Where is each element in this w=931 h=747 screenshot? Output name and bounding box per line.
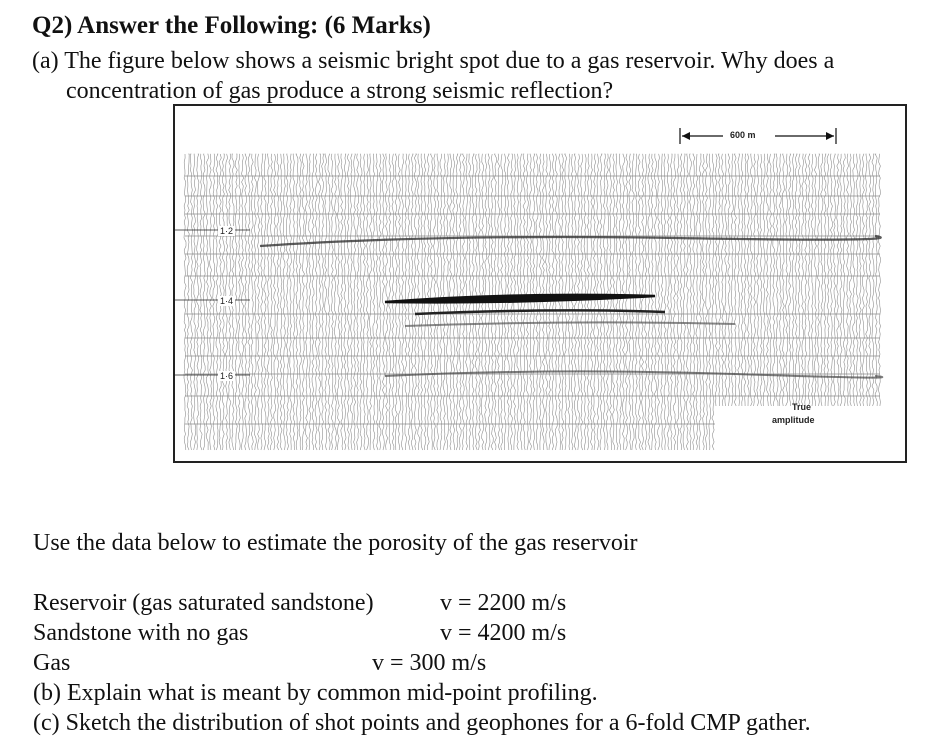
seismic-trace <box>738 154 740 406</box>
seismic-trace <box>782 154 784 406</box>
seismic-trace <box>805 154 807 406</box>
seismic-trace <box>690 154 692 450</box>
seismic-trace <box>549 154 551 450</box>
seismic-trace <box>757 154 759 406</box>
seismic-trace <box>357 154 359 450</box>
seismic-trace <box>632 154 634 450</box>
seismic-trace <box>725 154 727 406</box>
seismic-trace <box>638 154 640 450</box>
seismic-trace <box>354 154 356 450</box>
seismic-trace <box>853 154 855 406</box>
seismic-trace <box>587 154 589 450</box>
seismic-trace <box>331 154 333 450</box>
seismic-trace <box>875 154 877 406</box>
seismic-trace <box>798 154 800 406</box>
time-label-1-2: 1·2 <box>220 226 234 236</box>
seismic-trace <box>376 154 378 450</box>
seismic-trace <box>635 154 637 450</box>
seismic-trace <box>597 154 599 450</box>
seismic-trace <box>680 154 682 450</box>
seismic-trace <box>578 154 580 450</box>
seismic-trace <box>203 154 205 450</box>
seismic-trace <box>322 154 324 450</box>
part-c: (c) Sketch the distribution of shot points and geophones for a 6-fold CMP gather. <box>33 710 811 736</box>
seismic-trace <box>328 154 330 450</box>
seismic-trace <box>664 154 666 450</box>
seismic-trace <box>808 154 810 406</box>
seismic-trace <box>309 154 311 450</box>
seismic-trace <box>574 154 576 450</box>
seismic-trace <box>238 154 240 450</box>
seismic-trace <box>299 154 301 450</box>
seismic-trace <box>338 154 340 450</box>
scale-arrow-left <box>682 132 690 140</box>
seismic-trace <box>792 154 794 406</box>
seismic-trace <box>194 154 196 450</box>
seismic-trace <box>610 154 612 450</box>
true-amplitude-label-1: True <box>792 402 812 412</box>
seismic-trace <box>779 154 781 406</box>
seismic-trace <box>878 154 880 406</box>
seismic-trace <box>293 154 295 450</box>
seismic-trace <box>744 154 746 406</box>
seismic-trace <box>619 154 621 450</box>
seismic-trace <box>648 154 650 450</box>
seismic-trace <box>277 154 279 450</box>
seismic-trace <box>286 154 288 450</box>
seismic-trace <box>552 154 554 450</box>
seismic-trace <box>814 154 816 406</box>
seismic-trace <box>667 154 669 450</box>
seismic-trace <box>856 154 858 406</box>
seismic-trace <box>859 154 861 406</box>
part-b: (b) Explain what is meant by common mid-point profiling. <box>33 680 598 706</box>
seismic-trace <box>802 154 804 406</box>
seismic-trace <box>373 154 375 450</box>
seismic-trace <box>245 154 247 450</box>
seismic-trace <box>821 154 823 406</box>
velocity-sandstone: v = 4200 m/s <box>440 620 567 646</box>
medium-reservoir: Reservoir (gas saturated sandstone) <box>33 590 374 616</box>
seismic-trace <box>760 154 762 406</box>
seismic-trace <box>558 154 560 450</box>
seismic-trace <box>699 154 701 450</box>
seismic-trace <box>562 154 564 450</box>
seismic-trace <box>334 154 336 450</box>
seismic-trace <box>651 154 653 450</box>
seismic-trace <box>670 154 672 450</box>
seismic-trace <box>296 154 298 450</box>
seismic-trace <box>709 154 711 450</box>
scale-label: 600 m <box>730 130 756 140</box>
seismic-trace <box>747 154 749 406</box>
seismic-trace <box>600 154 602 450</box>
seismic-trace <box>251 154 253 450</box>
seismic-trace <box>706 154 708 450</box>
seismic-trace <box>274 154 276 450</box>
seismic-trace <box>645 154 647 450</box>
seismic-trace <box>862 154 864 406</box>
seismic-trace <box>590 154 592 450</box>
seismic-trace <box>750 154 752 406</box>
seismic-trace <box>190 154 192 450</box>
seismic-trace <box>718 154 720 406</box>
seismic-trace <box>350 154 352 450</box>
seismic-trace <box>824 154 826 406</box>
seismic-trace <box>846 154 848 406</box>
seismic-trace <box>270 154 272 450</box>
seismic-trace <box>344 154 346 450</box>
seismic-trace <box>280 154 282 450</box>
seismic-trace <box>818 154 820 406</box>
seismic-trace <box>795 154 797 406</box>
seismic-trace <box>872 154 874 406</box>
seismic-trace <box>197 154 199 450</box>
seismic-trace <box>613 154 615 450</box>
seismic-trace <box>347 154 349 450</box>
seismic-trace <box>834 154 836 406</box>
seismic-trace <box>581 154 583 450</box>
seismic-trace <box>283 154 285 450</box>
seismic-trace <box>379 154 381 450</box>
seismic-trace <box>267 154 269 450</box>
seismic-trace <box>728 154 730 406</box>
velocity-reservoir: v = 2200 m/s <box>440 590 567 616</box>
medium-gas: Gas <box>33 650 71 676</box>
seismic-trace <box>722 154 724 406</box>
question-heading: Q2) Answer the Following: (6 Marks) <box>32 12 431 39</box>
seismic-trace <box>773 154 775 406</box>
medium-sandstone: Sandstone with no gas <box>33 620 249 646</box>
seismic-trace <box>866 154 868 406</box>
seismic-trace <box>734 154 736 406</box>
seismic-trace <box>584 154 586 450</box>
seismic-trace <box>248 154 250 450</box>
seismic-trace <box>840 154 842 406</box>
seismic-trace <box>200 154 202 450</box>
seismic-trace <box>254 154 256 450</box>
seismic-trace <box>318 154 320 450</box>
seismic-trace <box>654 154 656 450</box>
seismic-trace <box>715 154 717 406</box>
seismic-trace <box>766 154 768 406</box>
seismic-trace <box>606 154 608 450</box>
seismic-trace <box>565 154 567 450</box>
seismic-trace <box>843 154 845 406</box>
seismic-trace <box>312 154 314 450</box>
seismic-trace <box>616 154 618 450</box>
porosity-instructions: Use the data below to estimate the porosity of the gas reservoir <box>33 530 638 556</box>
seismic-trace <box>258 154 260 450</box>
seismic-trace <box>341 154 343 450</box>
reflection-event-lower <box>385 371 882 377</box>
seismic-bright-spot-figure <box>173 104 907 463</box>
seismic-trace <box>786 154 788 406</box>
seismic-trace <box>603 154 605 450</box>
seismic-trace <box>242 154 244 450</box>
seismic-trace <box>741 154 743 406</box>
seismic-trace <box>712 154 714 450</box>
seismic-trace <box>827 154 829 406</box>
seismic-trace <box>213 154 215 450</box>
seismic-trace <box>731 154 733 406</box>
seismic-trace <box>290 154 292 450</box>
true-amplitude-label-2: amplitude <box>772 415 815 425</box>
seismic-trace <box>696 154 698 450</box>
seismic-trace <box>677 154 679 450</box>
seismic-trace <box>315 154 317 450</box>
part-a-line-2: concentration of gas produce a strong seismic reflection? <box>66 78 614 104</box>
seismic-trace <box>206 154 208 450</box>
seismic-trace <box>702 154 704 450</box>
seismic-trace <box>686 154 688 450</box>
seismic-trace <box>325 154 327 450</box>
seismic-trace <box>763 154 765 406</box>
scale-arrow-right <box>826 132 834 140</box>
part-a-line-1: (a) The figure below shows a seismic bright spot due to a gas reservoir. Why does a <box>32 48 835 74</box>
time-label-1-6: 1·6 <box>220 371 234 381</box>
seismic-trace <box>674 154 676 450</box>
seismic-trace <box>210 154 212 450</box>
seismic-trace <box>693 154 695 450</box>
seismic-trace <box>869 154 871 406</box>
seismic-trace <box>360 154 362 450</box>
seismic-trace <box>571 154 573 450</box>
seismic-trace <box>754 154 756 406</box>
seismic-trace <box>302 154 304 450</box>
seismic-trace <box>370 154 372 450</box>
seismic-trace <box>363 154 365 450</box>
seismic-trace <box>642 154 644 450</box>
seismic-trace <box>366 154 368 450</box>
seismic-trace <box>776 154 778 406</box>
seismic-trace <box>837 154 839 406</box>
seismic-trace <box>264 154 266 450</box>
seismic-trace <box>770 154 772 406</box>
seismic-trace <box>235 154 237 450</box>
reflection-event-upper <box>260 236 881 246</box>
seismic-trace <box>568 154 570 450</box>
velocity-gas: v = 300 m/s <box>372 650 487 676</box>
seismic-trace <box>683 154 685 450</box>
seismic-trace <box>811 154 813 406</box>
seismic-trace <box>850 154 852 406</box>
seismic-trace <box>306 154 308 450</box>
seismic-trace <box>261 154 263 450</box>
seismic-trace <box>555 154 557 450</box>
time-label-1-4: 1·4 <box>220 296 234 306</box>
seismic-trace <box>622 154 624 450</box>
seismic-trace <box>658 154 660 450</box>
seismic-trace <box>382 154 384 450</box>
seismic-trace <box>830 154 832 406</box>
seismic-trace <box>661 154 663 450</box>
seismic-trace <box>594 154 596 450</box>
seismic-trace <box>789 154 791 406</box>
seismic-trace <box>626 154 628 450</box>
seismic-trace <box>629 154 631 450</box>
seismic-trace <box>184 154 186 450</box>
seismic-trace <box>187 154 189 450</box>
